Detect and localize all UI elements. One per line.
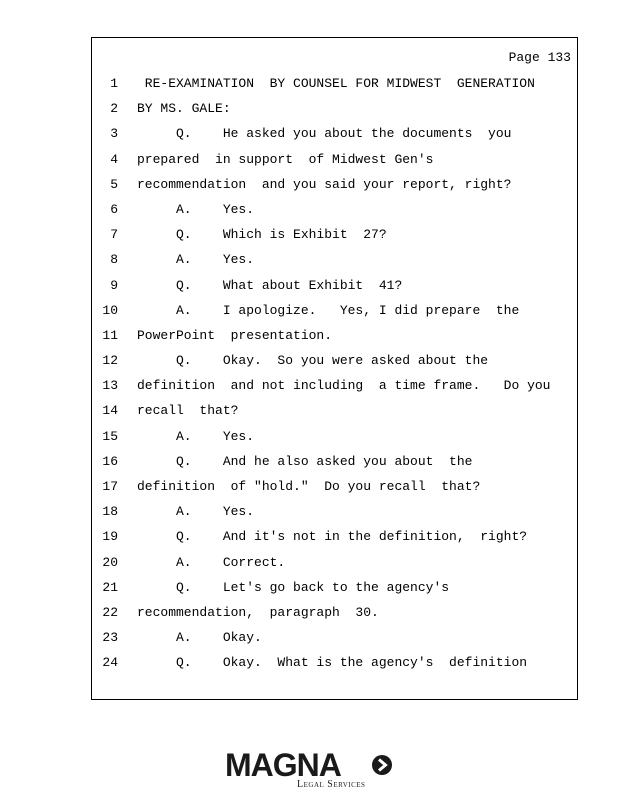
line-number: 5 (110, 176, 118, 192)
line-number: 22 (102, 604, 118, 620)
line-text: PowerPoint presentation. (137, 327, 333, 343)
line-text: Q. Okay. So you were asked about the (137, 353, 489, 369)
transcript-page (91, 37, 578, 700)
transcript-line (92, 348, 577, 373)
logo-wordmark: MAGNA (225, 747, 341, 783)
magna-logo (225, 748, 400, 794)
line-number: 8 (110, 252, 118, 268)
transcript-line (92, 323, 577, 348)
line-text: prepared in support of Midwest Gen's (137, 151, 434, 167)
transcript-line (92, 575, 577, 600)
line-number: 16 (102, 453, 118, 469)
line-number: 21 (102, 579, 118, 595)
line-number: 20 (102, 554, 118, 570)
line-number: 17 (102, 479, 118, 494)
line-text: Q. And it's not in the definition, right? (137, 529, 528, 545)
line-number: 7 (110, 227, 118, 243)
line-number: 18 (102, 504, 118, 520)
line-text: recommendation, paragraph 30. (137, 604, 379, 620)
transcript-line (92, 96, 577, 121)
line-text: BY MS. GALE: (137, 101, 231, 117)
line-number: 9 (110, 277, 118, 293)
line-number: 6 (110, 201, 118, 217)
line-number: 10 (102, 302, 118, 318)
line-number: 4 (110, 151, 118, 167)
transcript-line (92, 247, 577, 272)
line-number: 15 (102, 428, 118, 444)
line-number: 3 (110, 126, 118, 142)
line-text: recommendation and you said your report, right? (137, 176, 512, 192)
transcript-line (92, 147, 577, 172)
transcript-line (92, 273, 577, 298)
transcript-line (92, 71, 577, 96)
line-text: Q. What about Exhibit 41? (137, 277, 403, 293)
line-text: definition of "hold." Do you recall that? (137, 479, 481, 494)
line-text: Q. Which is Exhibit 27? (137, 227, 387, 243)
line-number: 1 (110, 76, 118, 91)
line-text: definition and not including a time frame. Do you (137, 378, 551, 394)
line-text: A. Yes. (137, 504, 255, 520)
transcript-line (92, 298, 577, 323)
transcript-line (92, 172, 577, 197)
line-number: 24 (102, 655, 118, 671)
page-number: Page 133 (508, 50, 571, 65)
logo-subtext: Legal Services (297, 779, 366, 790)
chevron-right-circle-icon (371, 754, 393, 776)
transcript-line (92, 197, 577, 222)
line-number: 11 (102, 327, 118, 343)
transcript-line (92, 373, 577, 398)
line-text: A. Okay. (137, 630, 262, 646)
line-text: A. Yes. (137, 252, 255, 268)
line-text: Q. And he also asked you about the (137, 453, 473, 469)
transcript-line (92, 600, 577, 625)
line-text: A. Yes. (137, 201, 255, 217)
line-number: 23 (102, 630, 118, 646)
line-text: A. Correct. (137, 554, 286, 570)
transcript-line (92, 398, 577, 423)
line-text: RE-EXAMINATION BY COUNSEL FOR MIDWEST GENERATION (137, 76, 535, 91)
transcript-line (92, 449, 577, 474)
line-text: A. Yes. (137, 428, 255, 444)
line-number: 19 (102, 529, 118, 545)
line-text: Q. Let's go back to the agency's (137, 579, 450, 595)
line-text: recall that? (137, 403, 239, 419)
transcript-line (92, 550, 577, 575)
transcript-line (92, 424, 577, 449)
transcript-line (92, 524, 577, 549)
line-number: 13 (102, 378, 118, 394)
line-text: Q. Okay. What is the agency's definition (137, 655, 528, 671)
line-number: 2 (110, 101, 118, 117)
line-number: 14 (102, 403, 118, 419)
transcript-lines (92, 71, 577, 676)
transcript-line (92, 499, 577, 524)
line-text: Q. He asked you about the documents you (137, 126, 512, 142)
transcript-line (92, 222, 577, 247)
transcript-line (92, 474, 577, 499)
transcript-line (92, 121, 577, 146)
line-number: 12 (102, 353, 118, 369)
transcript-line (92, 650, 577, 675)
transcript-line (92, 625, 577, 650)
line-text: A. I apologize. Yes, I did prepare the (137, 302, 520, 318)
